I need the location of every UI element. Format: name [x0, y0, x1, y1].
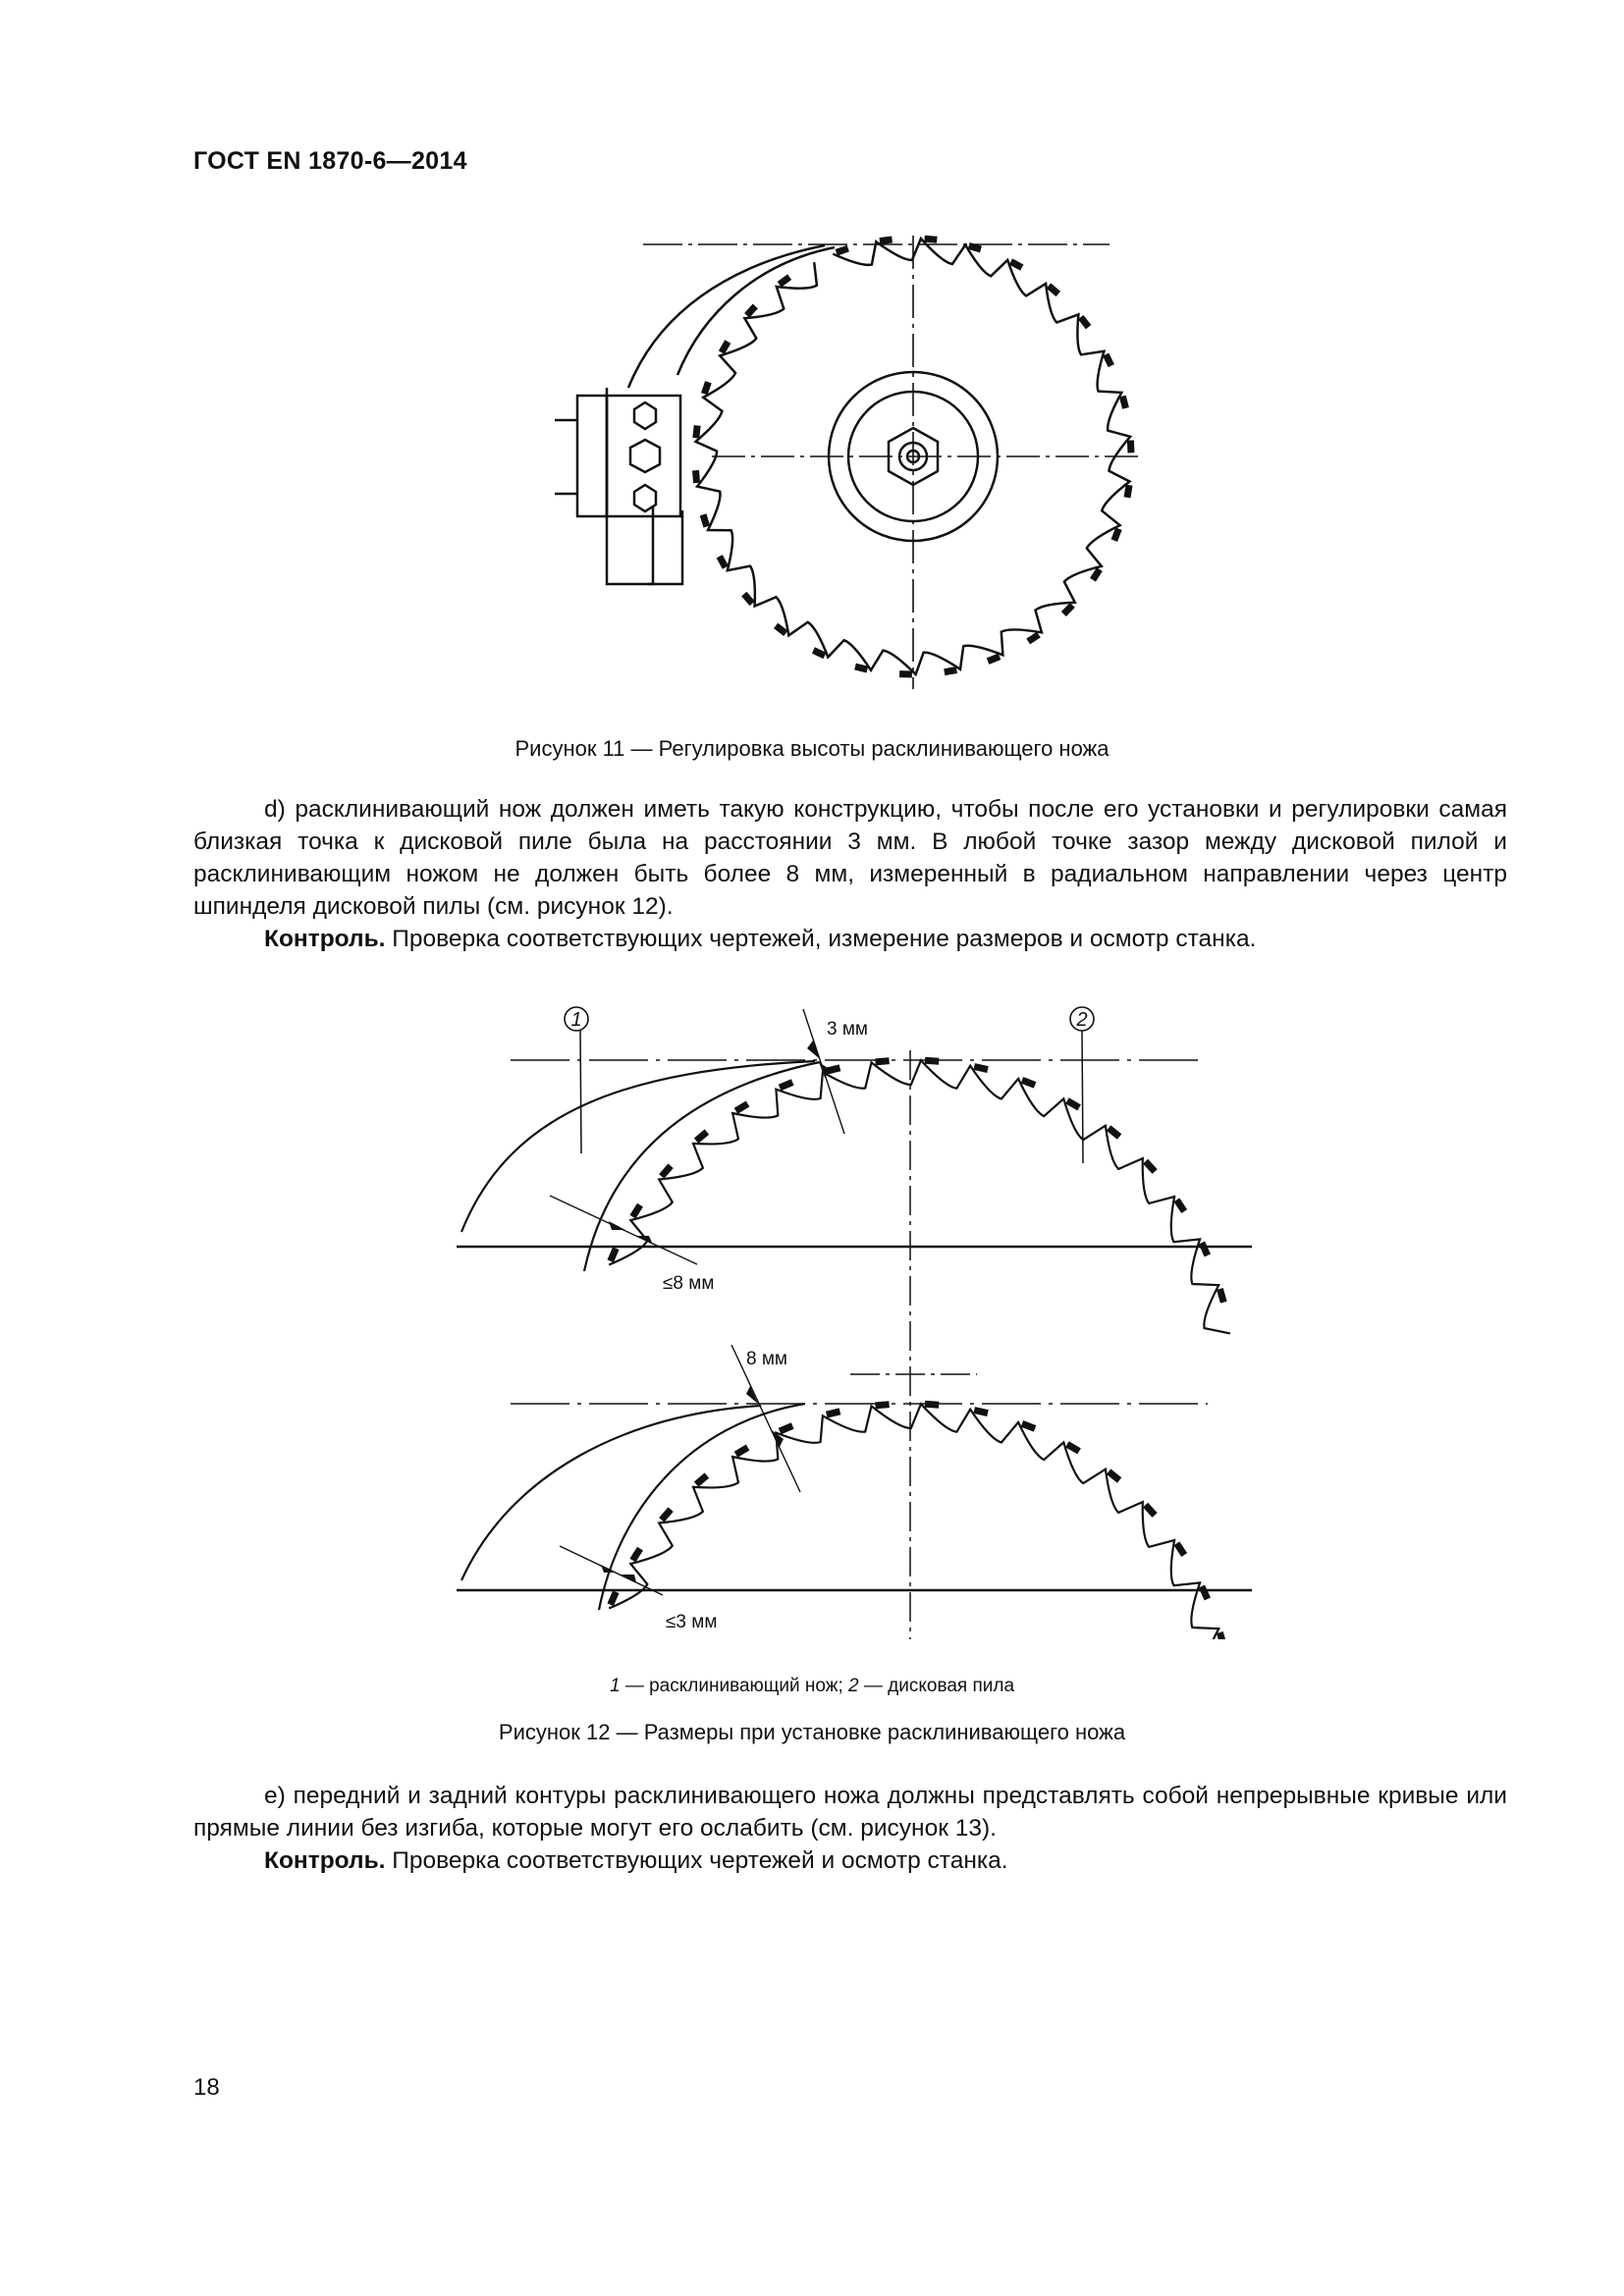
tooth-tip: [1127, 485, 1129, 498]
tooth-tip: [974, 1411, 988, 1414]
tooth-tip: [876, 1061, 890, 1062]
tooth-tip: [837, 248, 848, 252]
dim-label-8mm: 8 мм: [746, 1349, 787, 1369]
dim-label-le8mm: ≤8 мм: [663, 1273, 715, 1294]
legend-num-2: 2: [848, 1676, 859, 1696]
dim-label-le3mm: ≤3 мм: [666, 1612, 718, 1632]
tooth-tip: [780, 1426, 792, 1432]
arrow-le8mm-a: [609, 1221, 625, 1230]
tooth-tip: [1022, 1080, 1035, 1085]
tooth-tip: [1146, 1505, 1156, 1515]
tooth-tip: [776, 625, 785, 633]
tooth-tip: [876, 1405, 890, 1406]
tooth-tip: [1114, 529, 1119, 541]
leader-2: [1082, 1031, 1083, 1163]
bolt-hex-middle: [630, 440, 660, 472]
tooth-tip: [925, 239, 938, 240]
leader-1: [580, 1031, 581, 1153]
tooth-tip: [880, 240, 893, 241]
tooth-tip: [1176, 1543, 1184, 1555]
tooth-tip: [1067, 1100, 1079, 1107]
tooth-tip: [703, 514, 707, 526]
tooth-tip: [925, 1404, 939, 1405]
figure-12-caption: Рисунок 12 — Размеры при установке расклинивающего ножа: [498, 1720, 1126, 1744]
dim-label-3mm: 3 мм: [827, 1019, 868, 1040]
tooth-tip: [632, 1205, 640, 1217]
tooth-tip: [611, 1592, 617, 1605]
tooth-tip: [1202, 1586, 1208, 1599]
tooth-tip: [1028, 635, 1039, 642]
tooth-tip: [662, 1510, 671, 1521]
figure-12-top-view: [457, 1007, 1252, 1333]
paragraph-e-control: [193, 1844, 1507, 1877]
riving-knife-outer-edge: [628, 245, 825, 388]
tooth-tip: [736, 1448, 748, 1455]
document-header: ГОСТ EN 1870-6—2014: [193, 147, 467, 175]
tooth-tip: [1176, 1200, 1184, 1211]
paragraph-d: [193, 793, 1507, 955]
paragraph-d-control: [193, 923, 1507, 955]
tooth-tip: [1081, 317, 1089, 327]
tooth-tip: [780, 277, 789, 285]
paragraph-e-text: е) передний и задний контуры расклинивающего ножа должны представлять собой непрерывные кривые или прямые линии без изгиба, которые могут его ослабить (см. рисунок 13).: [193, 1783, 1507, 1842]
tooth-tip: [696, 426, 697, 439]
tooth-tip: [611, 1249, 617, 1261]
bolt-hex-bottom: [634, 485, 656, 511]
tooth-tip: [945, 670, 957, 672]
arrow-le3mm-a: [601, 1565, 617, 1573]
tooth-tip: [988, 657, 1000, 662]
tooth-tip: [974, 1067, 988, 1070]
control-text: Проверка соответствующих чертежей, измерение размеров и осмотр станка.: [385, 926, 1257, 952]
tooth-tip: [1202, 1243, 1208, 1255]
tooth-tip: [969, 245, 981, 249]
tooth-tip: [1130, 441, 1131, 454]
tooth-tip: [704, 382, 708, 394]
tooth-tip: [662, 1166, 671, 1177]
tooth-tip: [696, 1475, 707, 1484]
clamp-block: [607, 396, 680, 516]
tooth-tip: [1067, 1444, 1079, 1451]
saw-teeth-path: [609, 1404, 1230, 1639]
tooth-tip: [1063, 605, 1072, 614]
bolt-hex-top: [634, 402, 656, 429]
control-text: Проверка соответствующих чертежей и осмотр станка.: [385, 1847, 1008, 1874]
figure-12-dimensions-drawing: [447, 991, 1262, 1639]
callout-label-2: 2: [1076, 1009, 1088, 1031]
tooth-tip: [1109, 1128, 1119, 1137]
figure-11-caption: Рисунок 11 — Регулировка высоты расклинивающего ножа: [514, 736, 1110, 761]
tooth-tip: [1219, 1632, 1223, 1639]
callout-label-1: 1: [570, 1009, 582, 1031]
clamp-plate: [577, 396, 607, 516]
tooth-tip: [696, 470, 697, 483]
legend-text-2: — дисковая пила: [858, 1676, 1015, 1696]
tooth-tip: [696, 1132, 707, 1141]
tooth-tip: [855, 667, 867, 669]
control-label: Контроль.: [264, 926, 386, 952]
control-label: Контроль.: [264, 1847, 386, 1874]
tooth-tip: [780, 1083, 792, 1089]
tooth-tip: [1219, 1289, 1223, 1303]
saw-teeth-bottom: [609, 1404, 1230, 1639]
tooth-tip: [747, 306, 756, 316]
figure-11-saw-blade-drawing: [530, 221, 1159, 702]
legend-num-1: 1: [609, 1676, 621, 1696]
tooth-tip: [1093, 569, 1100, 580]
tooth-tip: [925, 1060, 939, 1061]
tooth-tip: [722, 342, 728, 352]
legend-text-1: — расклинивающий нож;: [620, 1676, 849, 1696]
tooth-tip: [1146, 1161, 1156, 1171]
figure-12-bottom-view: [457, 1345, 1252, 1639]
tooth-tip: [827, 1412, 840, 1415]
tooth-tip: [1011, 262, 1022, 268]
tooth-tip: [736, 1104, 748, 1111]
tooth-tip: [1122, 397, 1125, 408]
tooth-tip: [632, 1549, 640, 1561]
figure-12-legend: [0, 1676, 1624, 1697]
tooth-tip: [744, 594, 752, 604]
paragraph-d-text: d) расклинивающий нож должен иметь такую конструкцию, чтобы после его установки и регулировки самая близкая точка к дисковой пиле была на расстоянии 3 мм. В любой точке зазор между дисковой пилой и расклинивающим ножом не должен быть более 8 мм, измеренный в радиальном направлении через центр шпинделя дисковой пилы (см. рисунок 12).: [193, 796, 1507, 920]
tooth-tip: [1106, 354, 1111, 366]
tooth-tip: [1109, 1471, 1119, 1480]
tooth-tip: [1049, 286, 1058, 294]
tooth-tip: [1022, 1423, 1035, 1428]
knife-outer-edge-bottom: [461, 1406, 761, 1580]
paragraph-e: [193, 1780, 1507, 1877]
page-number: 18: [193, 2074, 220, 2101]
tooth-tip: [813, 650, 825, 656]
tooth-tip: [720, 557, 726, 567]
